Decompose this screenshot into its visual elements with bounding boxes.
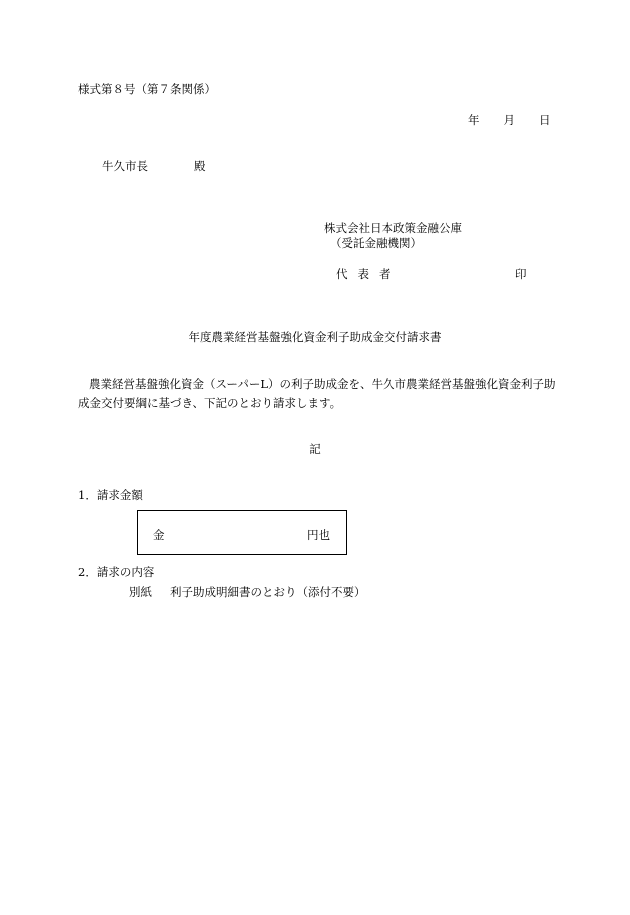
rep-char-2: 表 <box>357 267 369 281</box>
addressee-honorific: 殿 <box>194 159 206 173</box>
addressee <box>102 160 206 174</box>
issuer-name: 株式会社日本政策金融公庫 <box>324 221 462 235</box>
addressee-name: 牛久市長 <box>102 159 148 173</box>
issuer-role: （受託金融機関） <box>330 236 422 250</box>
amount-suffix: 円也 <box>307 528 330 542</box>
item2-label: 2．請求の内容 <box>78 565 155 579</box>
rep-char-3: 者 <box>379 267 391 281</box>
attachment-label: 別紙 <box>129 585 152 599</box>
seal-mark: 印 <box>515 267 527 281</box>
date-month: 月 <box>503 113 515 127</box>
body-text: 農業経営基盤強化資金（スーパーL）の利子助成金を、牛久市農業経営基盤強化資金利子助成金交付要綱に基づき、下記のとおり請求します。 <box>78 377 556 410</box>
document-title: 年度農業経営基盤強化資金利子助成金交付請求書 <box>188 330 442 344</box>
date-day: 日 <box>539 113 551 127</box>
representative-title <box>336 267 391 281</box>
attachment-detail: 利子助成明細書のとおり（添付不要） <box>170 585 366 599</box>
amount-box <box>137 510 347 555</box>
representative-line <box>336 268 391 282</box>
date-line <box>444 114 551 128</box>
ki-heading: 記 <box>309 442 321 456</box>
date-year: 年 <box>468 113 480 127</box>
form-number: 様式第８号（第７条関係） <box>78 82 216 96</box>
item2-content <box>129 586 366 600</box>
rep-char-1: 代 <box>336 267 348 281</box>
amount-prefix: 金 <box>153 528 165 542</box>
item1-label: 1．請求金額 <box>78 488 143 502</box>
